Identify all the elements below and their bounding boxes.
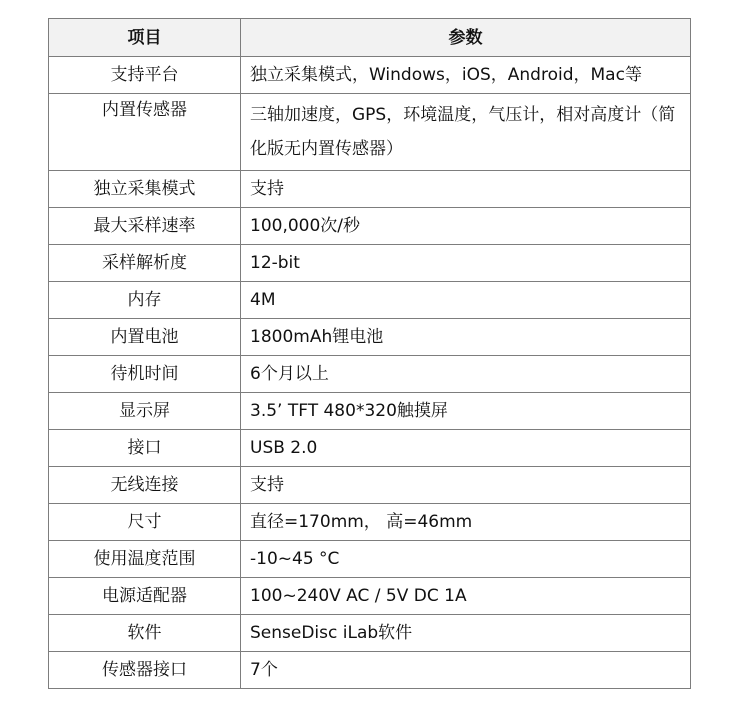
table-row [49,430,691,467]
row-key: 电源适配器 [49,578,241,615]
row-key: 使用温度范围 [49,541,241,578]
table-row [49,208,691,245]
row-key: 内置传感器 [49,94,241,171]
row-value: 12-bit [241,245,691,282]
table-row [49,319,691,356]
row-value: 6个月以上 [241,356,691,393]
row-value: 支持 [241,467,691,504]
table-row [49,356,691,393]
row-key: 采样解析度 [49,245,241,282]
row-value: SenseDisc iLab软件 [241,615,691,652]
table-header-row [49,19,691,57]
row-value: 100~240V AC / 5V DC 1A [241,578,691,615]
row-key: 软件 [49,615,241,652]
row-value: 支持 [241,171,691,208]
header-item: 项目 [49,19,241,57]
table-row [49,541,691,578]
spec-table [48,18,691,689]
table-row [49,171,691,208]
table-row [49,57,691,94]
table-row [49,504,691,541]
row-value: -10~45 °C [241,541,691,578]
row-key: 内存 [49,282,241,319]
table-row [49,94,691,171]
table-row [49,578,691,615]
table-row [49,282,691,319]
table-row [49,467,691,504]
row-key: 传感器接口 [49,652,241,689]
row-value: 独立采集模式，Windows，iOS，Android，Mac等 [241,57,691,94]
row-key: 内置电池 [49,319,241,356]
row-value: 1800mAh锂电池 [241,319,691,356]
row-key: 支持平台 [49,57,241,94]
row-key: 无线连接 [49,467,241,504]
row-key: 尺寸 [49,504,241,541]
row-value: 3.5’ TFT 480*320触摸屏 [241,393,691,430]
table-row [49,615,691,652]
row-key: 显示屏 [49,393,241,430]
header-param: 参数 [241,19,691,57]
row-value: 三轴加速度，GPS，环境温度，气压计，相对高度计（简化版无内置传感器） [241,94,691,171]
row-value: 100,000次/秒 [241,208,691,245]
table-row [49,245,691,282]
row-key: 独立采集模式 [49,171,241,208]
row-value: 直径=170mm， 高=46mm [241,504,691,541]
row-key: 待机时间 [49,356,241,393]
row-value: 4M [241,282,691,319]
table-row [49,652,691,689]
row-key: 接口 [49,430,241,467]
table-row [49,393,691,430]
row-value: 7个 [241,652,691,689]
row-key: 最大采样速率 [49,208,241,245]
row-value: USB 2.0 [241,430,691,467]
